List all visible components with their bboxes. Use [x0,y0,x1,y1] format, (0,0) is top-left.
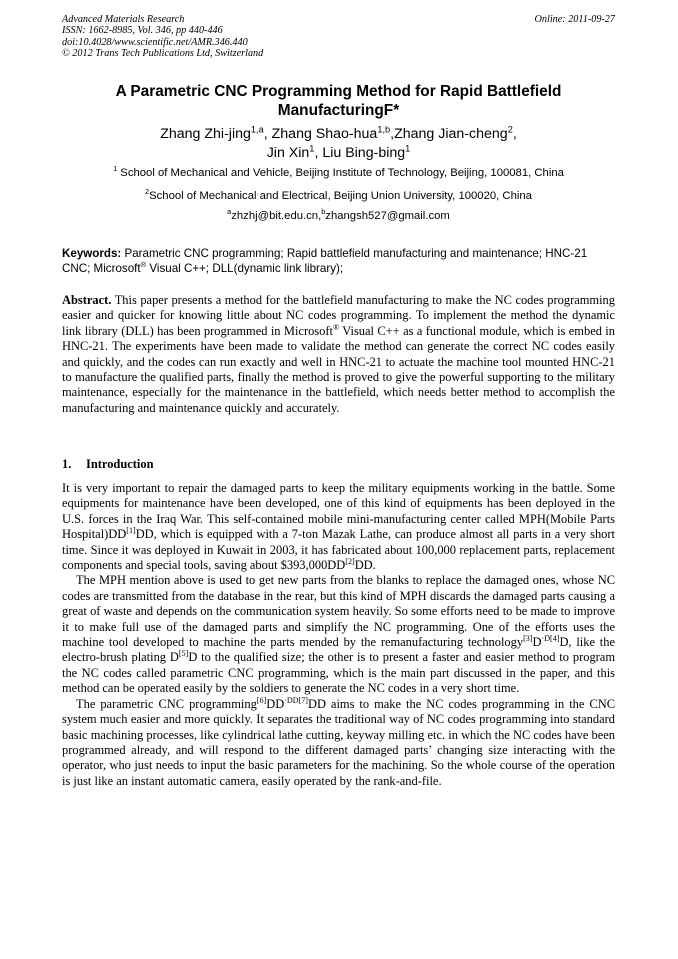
superscript: [3] [523,633,533,643]
text-run: This paper presents a method for the battlefield manufacturing to make the NC codes programming easier and quicker for knowing little about NC codes programming. To implement the method the dynamic link library (DLL) has been programmed in Microsoft [62,293,615,338]
superscript: 1 [113,164,118,174]
bold-label: Abstract. [62,293,112,307]
text-run: Visual C++; DLL(dynamic link library); [146,262,344,275]
affiliation-2 [62,187,615,202]
text-run: DD [266,696,285,711]
superscript: ·DD[7] [284,695,308,705]
section-title: Introduction [86,457,154,471]
text-run: It is very important to repair the damaged parts to keep the military equipments working in the battle. Some equipments for maintenance have been developed, one of this kind of equipments has been deployed in the U.S. forces in the Iraq War. This self-contained mobile mini-manufacturing center called MPH(Mobile Parts Hospital)DD [62,481,615,542]
text-run: zhzhj@bit.edu.cn, [231,210,322,222]
text-run: , [512,126,517,142]
keywords [62,246,615,276]
online-date: Online: 2011-09-27 [534,14,615,25]
doi: doi:10.4028/www.scientific.net/AMR.346.440 [62,36,248,48]
superscript: [1] [126,526,136,536]
abstract [62,293,615,416]
section-heading [62,457,154,472]
superscript: [5] [178,649,189,659]
paragraph [62,481,615,573]
text-run: DD aims to make the NC codes programming in the CNC system much easier and more quickly. It separates the traditional way of NC codes programming into standard basic machining processes, like cylindrical lathe cutting, keyway milling etc. in which the NC codes have been programmed already, and will respond to the different damaged parts’ changing size interacting with the operator, who just needs to input the basic parameters for the machining. So the whole course of the operation is just like an instant automatic camera, easily operated by the rank-and-file. [62,696,616,788]
text-run: Zhang Zhi-jing [160,126,251,142]
text-run: D, like the electro-brush plating D [62,635,616,665]
superscript: 1,b [377,124,391,135]
copyright: © 2012 Trans Tech Publications Ltd, Switzerland [62,48,264,60]
authors-line [62,125,615,144]
superscript: 1 [309,143,315,154]
introduction-body [62,481,615,789]
paragraph [62,573,615,696]
superscript: ·D[4] [541,633,560,643]
authors-line [62,144,615,163]
text-run: zhangsh527@gmail.com [325,210,450,222]
text-run: D to the qualified size; the other is to present a faster and easier method to program the NC codes called parametric CNC programming, which is the main part discussed in the paper, and this method can be operated easily by the soldiers to generate the NC codes in a very short time. [62,650,615,696]
abstract-text [62,293,615,416]
superscript: ® [140,260,147,270]
bold-label: Keywords: [62,247,122,260]
text-run: D [532,635,542,650]
title-line: ManufacturingF* [277,102,400,119]
journal-name: Advanced Materials Research [62,14,185,25]
text-run: DD. [354,558,376,573]
superscript: ® [332,322,340,332]
title-line: A Parametric CNC Programming Method for Rapid Battlefield [115,83,562,100]
text-run: , Liu Bing-bing [314,145,406,161]
superscript: b [321,207,326,217]
superscript: a [227,207,232,217]
superscript: [6] [256,695,267,705]
superscript: [2] [345,556,355,566]
paragraph [62,697,615,789]
text-run: School of Mechanical and Vehicle, Beijing Institute of Technology, Beijing, 100081, China [117,167,564,179]
superscript: 2 [507,124,513,135]
text-run: , Zhang Shao-hua [263,126,378,142]
text-run: The MPH mention above is used to get new parts from the blanks to replace the damaged ones, whose NC codes are transmitted from the database in the rear, but this kind of MPH discards the damaged parts causing a great of waste and depends on the communication system heavily. So some efforts need to be made to improve it to make full use of the damaged parts and simplify the NC programming. One of the efforts uses the machine tool developed to machine the parts mended by the remanufacturing technology [62,573,615,650]
journal-header [62,14,263,60]
text-run: Jin Xin [266,145,310,161]
text-run: DD, which is equipped with a 7-ton Mazak Lathe, can produce almost all parts in a very short time. Since it was deployed in Kuwait in 2003, it has fabricated about 100,000 replacement parts, replacement components and special tools, saving about $393,000DD [62,527,615,573]
superscript: 2 [145,187,150,197]
text-run: School of Mechanical and Electrical, Beijing Union University, 100020, China [149,190,532,202]
paper-title [62,82,615,120]
authors [62,125,615,163]
affiliation-1 [62,164,615,179]
superscript: 1 [405,143,411,154]
section-number: 1. [62,457,72,471]
author-emails [62,207,615,222]
text-run: The parametric CNC programming [76,696,257,711]
text-run: ,Zhang Jian-cheng [390,126,508,142]
superscript: 1,a [250,124,264,135]
text-run: Parametric CNC programming; Rapid battlefield manufacturing and maintenance; HNC-21 CNC; Microsoft [62,247,588,275]
text-run: Visual C++ as a functional module, which is embed in HNC-21. The experiments have been made to validate the method can generate the correct NC codes easily and quickly, and the codes can run exactly and well in HNC-21 to actuate the machine tool mounted HNC-21 to manufacture the qualified parts, finally the method is proved to give the powerful supporting to the military maintenance, especially for the maintenance in the battlefield, which needs better method to accomplish the manufacturing and maintenance quickly and accurately. [62,323,615,415]
issn: ISSN: 1662-8985, Vol. 346, pp 440-446 [62,25,223,37]
